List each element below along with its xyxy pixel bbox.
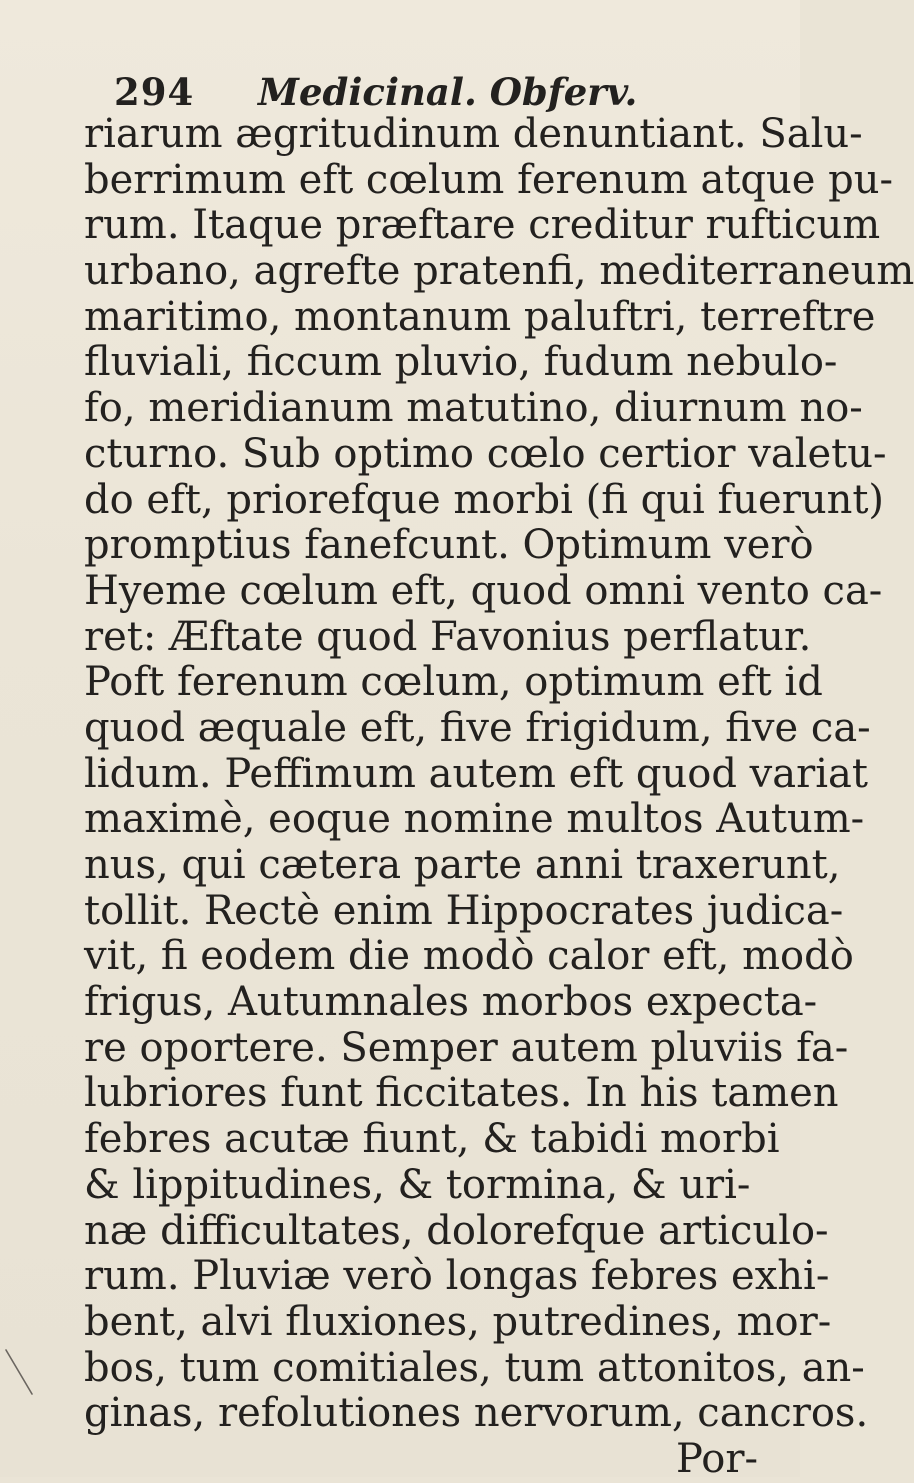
text-line: febres acutæ fiunt, & tabidi morbi	[84, 1116, 780, 1163]
text-line: bos, tum comitiales, tum attonitos, an-	[84, 1344, 865, 1391]
text-line: maritimo, montanum paluftri, terreftre	[84, 293, 876, 340]
text-line: berrimum eft cœlum ferenum atque pu-	[84, 156, 894, 203]
text-line: cturno. Sub optimo cœlo certior valetu-	[84, 430, 887, 477]
text-line: promptius fanefcunt. Optimum verò	[84, 522, 814, 569]
text-line: urbano, agrefte pratenfi, mediterraneum	[84, 248, 914, 295]
text-line: næ difficultates, dolorefque articulo-	[84, 1207, 829, 1254]
catchword: Por-	[675, 1435, 758, 1482]
page-header	[114, 70, 760, 114]
text-line: quod æquale eft, five frigidum, five ca-	[84, 704, 871, 751]
text-line: do eft, priorefque morbi (fi qui fuerunt)	[84, 476, 885, 523]
body-text	[84, 111, 914, 1483]
text-line: Hyeme cœlum eft, quod omni vento ca-	[84, 567, 883, 614]
text-line: maximè, eoque nomine multos Autum-	[84, 796, 865, 843]
text-line: lidum. Peffimum autem eft quod variat	[84, 750, 868, 797]
text-line: rum. Itaque præftare creditur rufticum	[84, 202, 881, 249]
text-line: lubriores funt ficcitates. In his tamen	[84, 1070, 839, 1117]
text-line: nus, qui cætera parte anni traxerunt,	[84, 842, 841, 888]
page-number: 294	[114, 70, 195, 114]
text-line: bent, alvi fluxiones, putredines, mor-	[84, 1298, 832, 1345]
text-line: frigus, Autumnales morbos expecta-	[84, 979, 818, 1026]
text-line: ginas, refolutiones nervorum, cancros.	[84, 1390, 869, 1437]
pencil-stroke-icon	[2, 1348, 38, 1398]
running-head: Medicinal. Obferv.	[258, 70, 638, 114]
text-line: rum. Pluviæ verò longas febres exhi-	[84, 1253, 830, 1300]
text-line: ret: Æftate quod Favonius perflatur.	[84, 613, 812, 660]
text-line: & lippitudines, & tormina, & uri-	[84, 1161, 751, 1208]
text-line: vit, fi eodem die modò calor eft, modò	[84, 933, 854, 980]
text-line: fo, meridianum matutino, diurnum no-	[84, 385, 863, 432]
text-line: re oportere. Semper autem pluviis fa-	[84, 1024, 849, 1071]
text-line: fluviali, ficcum pluvio, fudum nebulo-	[84, 339, 838, 386]
text-line: Poft ferenum cœlum, optimum eft id	[84, 659, 823, 706]
text-line: tollit. Rectè enim Hippocrates judica-	[84, 887, 844, 934]
text-line: riarum ægritudinum denuntiant. Salu-	[84, 111, 863, 157]
